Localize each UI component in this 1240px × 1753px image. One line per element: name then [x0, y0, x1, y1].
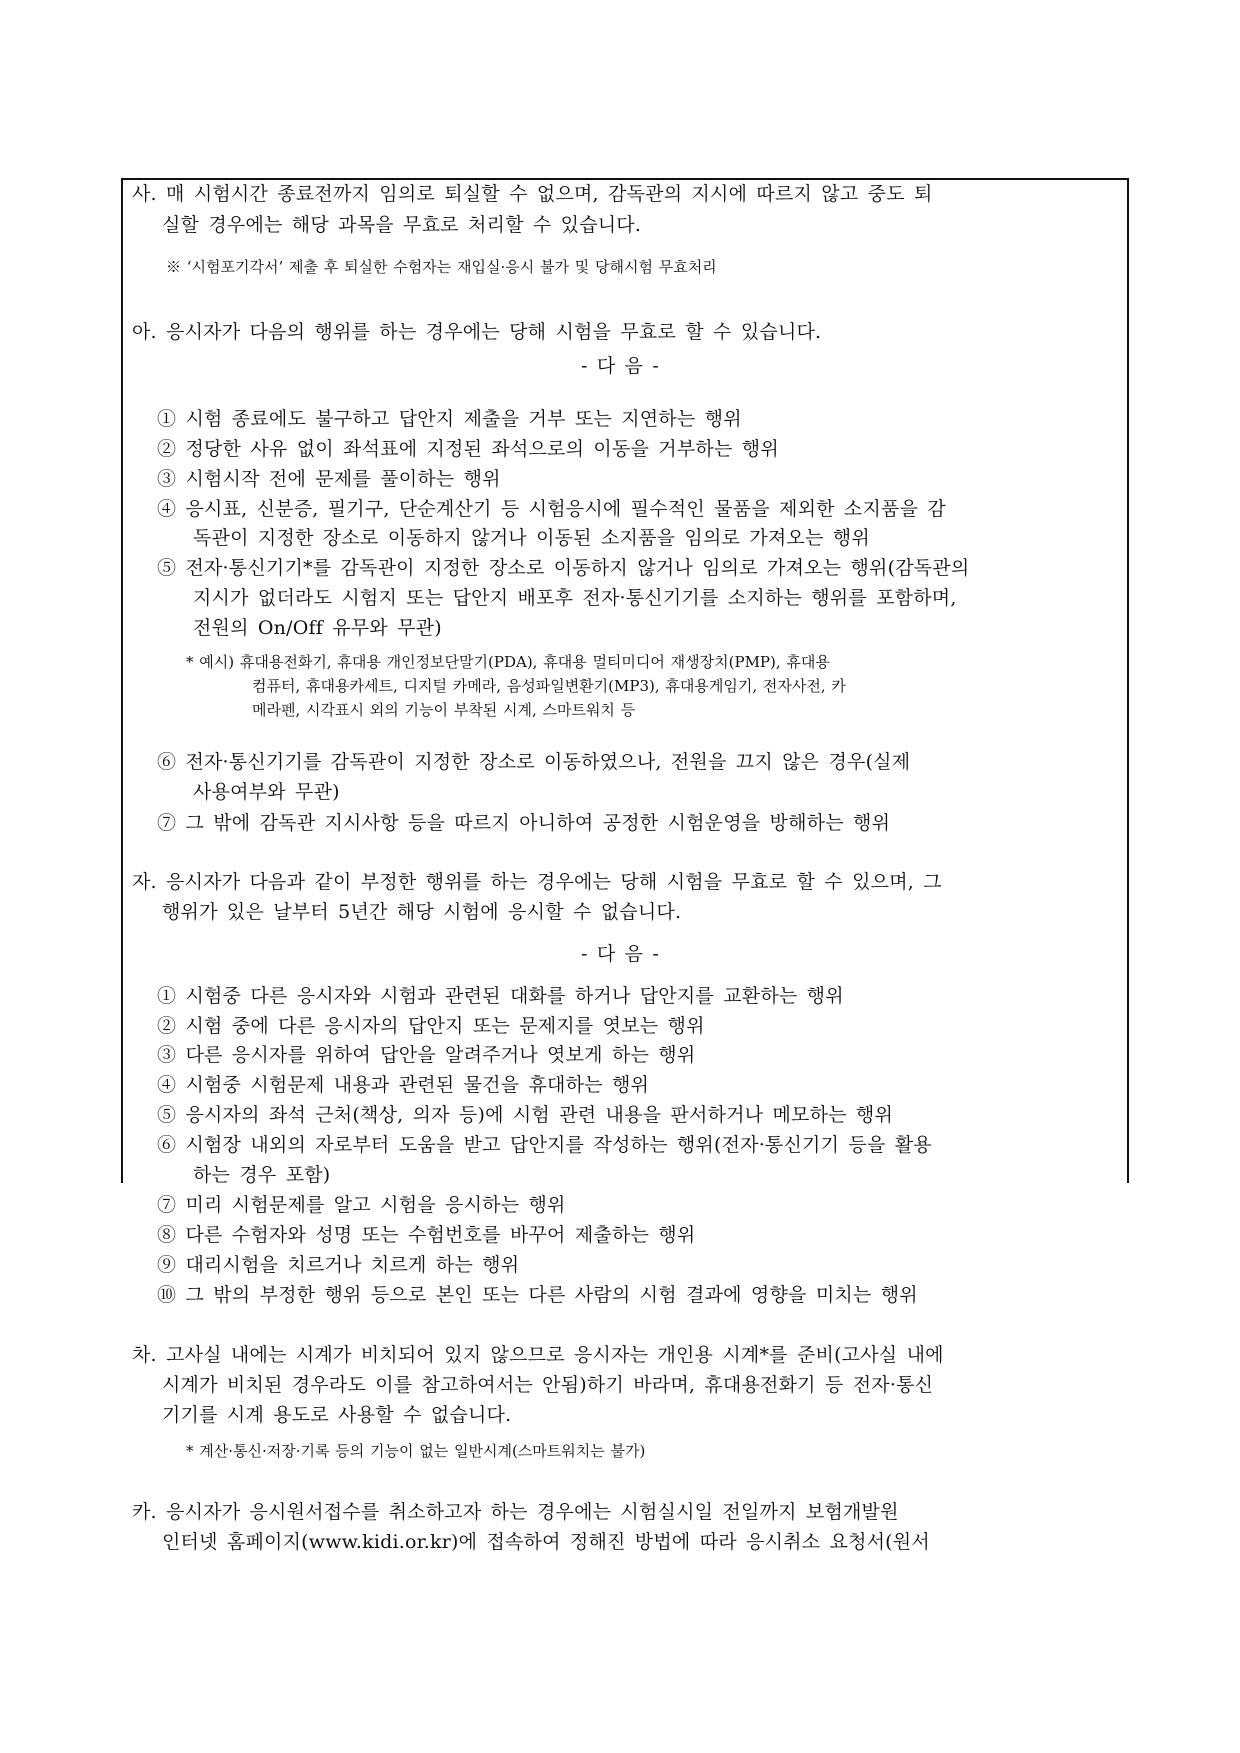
section-sa-note: ※ ‘시험포기각서’ 제출 후 퇴실한 수험자는 재입실·응시 불가 및 당해시험 무효처리 — [166, 258, 717, 276]
section-ja-heading-line-1: 자. 응시자가 다음과 같이 부정한 행위를 하는 경우에는 당해 시험을 무효로 할 수 있으며, 그 — [132, 871, 942, 893]
section-ja-subheading: - 다 음 - — [580, 943, 660, 965]
section-ja-item-line-11: ⑩ 그 밖의 부정한 행위 등으로 본인 또는 다른 사람의 시험 결과에 영향을 미치는 행위 — [157, 1284, 918, 1306]
section-ja-item-line-1: ① 시험중 다른 응시자와 시험과 관련된 대화를 하거나 답안지를 교환하는 행위 — [157, 985, 844, 1007]
section-ja-item-line-3: ③ 다른 응시자를 위하여 답안을 알려주거나 엿보게 하는 행위 — [157, 1044, 696, 1066]
section-a-item2-line-3: ⑦ 그 밖에 감독관 지시사항 등을 따르지 아니하여 공정한 시험운영을 방해하는 행위 — [157, 812, 891, 834]
section-ka-line-2: 인터넷 홈페이지(www.kidi.or.kr)에 접속하여 정해진 방법에 따라 응시취소 요청서(원서 — [162, 1531, 930, 1553]
section-a-item-line-3: ③ 시험시작 전에 문제를 풀이하는 행위 — [157, 468, 501, 490]
section-ja-item-line-8: ⑦ 미리 시험문제를 알고 시험을 응시하는 행위 — [157, 1194, 566, 1216]
section-ka-line-1: 카. 응시자가 응시원서접수를 취소하고자 하는 경우에는 시험실시일 전일까지 보험개발원 — [132, 1501, 899, 1523]
section-a-item2-line-2: 사용여부와 무관) — [193, 781, 340, 803]
section-cha-line-3: 기기를 시계 용도로 사용할 수 없습니다. — [162, 1404, 512, 1426]
section-a-item-line-4: ④ 응시표, 신분증, 필기구, 단순계산기 등 시험응시에 필수적인 물품을 제외한 소지품을 감 — [157, 498, 946, 520]
section-ja-item-line-2: ② 시험 중에 다른 응시자의 답안지 또는 문제지를 엿보는 행위 — [157, 1015, 705, 1037]
section-a-example-line-2: 컴퓨터, 휴대용카세트, 디지털 카메라, 음성파일변환기(MP3), 휴대용게임기, 전자사전, 카 — [252, 677, 846, 695]
section-a-example-line-1: * 예시) 휴대용전화기, 휴대용 개인정보단말기(PDA), 휴대용 멀티미디어 재생장치(PMP), 휴대용 — [186, 653, 830, 671]
section-a-subheading: - 다 음 - — [580, 355, 660, 377]
section-ja-item-line-5: ⑤ 응시자의 좌석 근처(책상, 의자 등)에 시험 관련 내용을 판서하거나 메모하는 행위 — [157, 1104, 894, 1126]
section-sa-line-1: 사. 매 시험시간 종료전까지 임의로 퇴실할 수 없으며, 감독관의 지시에 따르지 않고 중도 퇴 — [132, 183, 933, 205]
section-cha-line-1: 차. 고사실 내에는 시계가 비치되어 있지 않으므로 응시자는 개인용 시계*를 준비(고사실 내에 — [132, 1344, 944, 1366]
section-ja-item-line-4: ④ 시험중 시험문제 내용과 관련된 물건을 휴대하는 행위 — [157, 1074, 650, 1096]
section-ja-item-line-6: ⑥ 시험장 내외의 자로부터 도움을 받고 답안지를 작성하는 행위(전자·통신기기 등을 활용 — [157, 1134, 932, 1156]
section-a-item-line-7: 지시가 없더라도 시험지 또는 답안지 배포후 전자·통신기기를 소지하는 행위를 포함하며, — [193, 587, 957, 609]
section-a-item-line-6: ⑤ 전자·통신기기*를 감독관이 지정한 장소로 이동하지 않거나 임의로 가져오는 행위(감독관의 — [157, 557, 970, 579]
section-a-item-line-2: ② 정당한 사유 없이 좌석표에 지정된 좌석으로의 이동을 거부하는 행위 — [157, 438, 779, 460]
section-a-item-line-5: 독관이 지정한 장소로 이동하지 않거나 이동된 소지품을 임의로 가져오는 행위 — [193, 527, 870, 549]
section-a-example-line-3: 메라펜, 시각표시 외의 기능이 부착된 시계, 스마트워치 등 — [252, 701, 636, 719]
section-ja-item-line-7: 하는 경우 포함) — [193, 1164, 331, 1186]
section-cha-line-2: 시계가 비치된 경우라도 이를 참고하여서는 안됨)하기 바라며, 휴대용전화기 등 전자·통신 — [162, 1374, 934, 1396]
section-ja-heading-line-2: 행위가 있은 날부터 5년간 해당 시험에 응시할 수 없습니다. — [162, 901, 682, 923]
section-a-item-line-1: ① 시험 종료에도 불구하고 답안지 제출을 거부 또는 지연하는 행위 — [157, 408, 742, 430]
section-ja-item-line-9: ⑧ 다른 수험자와 성명 또는 수험번호를 바꾸어 제출하는 행위 — [157, 1224, 696, 1246]
section-a-item-line-8: 전원의 On/Off 유무와 무관) — [193, 617, 442, 639]
section-sa-line-2: 실할 경우에는 해당 과목을 무효로 처리할 수 있습니다. — [162, 214, 642, 236]
section-ja-item-line-10: ⑨ 대리시험을 치르거나 치르게 하는 행위 — [157, 1254, 520, 1276]
section-cha-note: * 계산·통신·저장·기록 등의 기능이 없는 일반시계(스마트워치는 불가) — [186, 1442, 646, 1460]
section-a-heading: 아. 응시자가 다음의 행위를 하는 경우에는 당해 시험을 무효로 할 수 있습니다. — [132, 321, 822, 343]
section-a-item2-line-1: ⑥ 전자·통신기기를 감독관이 지정한 장소로 이동하였으나, 전원을 끄지 않은 경우(실제 — [157, 751, 911, 773]
